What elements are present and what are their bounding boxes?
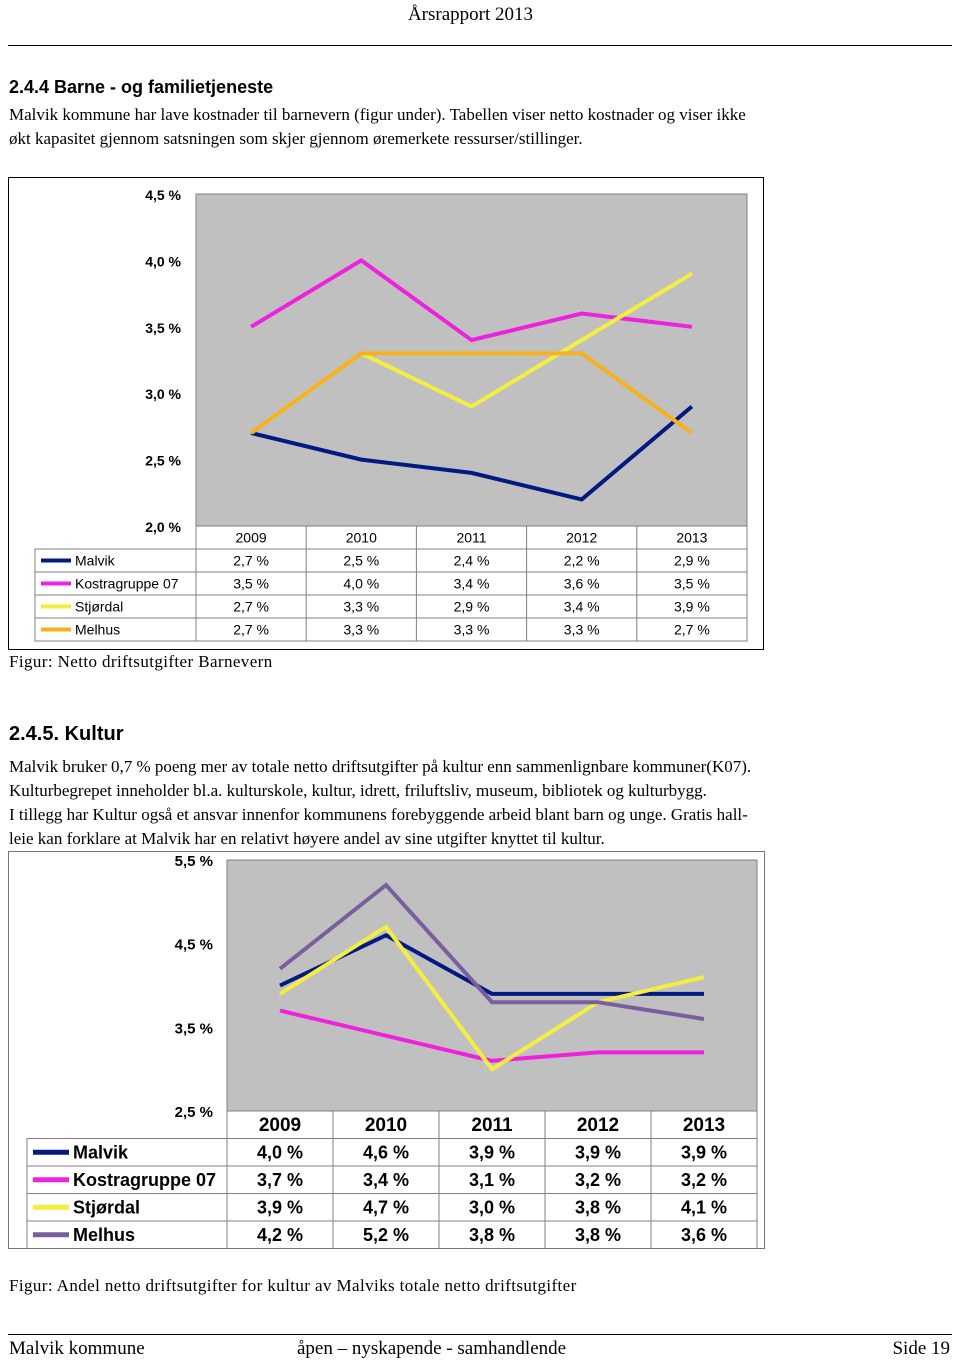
table-cell-value: 2,5 % bbox=[343, 552, 380, 569]
y-tick-label: 2,5 % bbox=[145, 452, 181, 469]
y-tick-label: 5,5 % bbox=[174, 853, 213, 870]
barnevern-figure-caption: Figur: Netto driftsutgifter Barnevern bbox=[9, 652, 273, 671]
table-cell-value: 4,2 % bbox=[256, 1224, 304, 1245]
table-cell-value: 4,6 % bbox=[362, 1142, 410, 1163]
barnevern-paragraph bbox=[9, 103, 954, 151]
y-tick-label: 4,5 % bbox=[174, 936, 213, 954]
table-year-header: 2012 bbox=[566, 529, 598, 546]
barnevern-chart-svg bbox=[9, 178, 763, 649]
table-cell-value: 3,8 % bbox=[468, 1224, 516, 1245]
table-cell-value: 5,2 % bbox=[362, 1224, 410, 1245]
table-cell-value: 2,2 % bbox=[563, 552, 600, 569]
table-year-header: 2010 bbox=[364, 1114, 408, 1136]
table-year-header: 2011 bbox=[471, 1114, 513, 1136]
table-cell-value: 3,9 % bbox=[673, 598, 710, 615]
table-cell-value: 3,8 % bbox=[574, 1197, 622, 1218]
table-cell-value: 3,6 % bbox=[680, 1224, 728, 1245]
section-heading-kultur: 2.4.5. Kultur bbox=[9, 723, 124, 745]
footer-left: Malvik kommune bbox=[9, 1338, 145, 1359]
table-year-header: 2013 bbox=[682, 1114, 726, 1136]
table-cell-value: 3,3 % bbox=[343, 621, 380, 638]
header-rule bbox=[8, 45, 952, 46]
barnevern-chart bbox=[8, 177, 764, 650]
section-heading-barnevern: 2.4.4 Barne - og familietjeneste bbox=[9, 77, 274, 97]
table-year-header: 2013 bbox=[676, 529, 708, 546]
table-cell-value: 4,1 % bbox=[680, 1197, 728, 1218]
y-tick-label: 3,5 % bbox=[174, 1020, 213, 1038]
table-cell-value: 2,7 % bbox=[673, 621, 710, 638]
table-cell-value: 3,0 % bbox=[468, 1197, 516, 1218]
legend-series-name: Malvik bbox=[73, 1142, 129, 1163]
table-cell-value: 3,5 % bbox=[673, 575, 710, 592]
legend-series-name: Kostragruppe 07 bbox=[75, 575, 179, 592]
table-cell-value: 3,4 % bbox=[563, 598, 600, 615]
y-tick-label: 4,5 % bbox=[145, 187, 181, 203]
paragraph-line: I tillegg har Kultur også et ansvar innenfor kommunens forebyggende arbeid blant barn og unge. Gratis hall- bbox=[9, 805, 748, 824]
legend-series-name: Melhus bbox=[75, 621, 121, 638]
table-cell-value: 3,9 % bbox=[680, 1142, 728, 1163]
table-cell-value: 3,3 % bbox=[343, 598, 380, 615]
table-cell-value: 3,2 % bbox=[680, 1169, 728, 1190]
table-cell-value: 2,9 % bbox=[673, 552, 710, 569]
plot-area bbox=[196, 194, 747, 526]
table-cell-value: 3,7 % bbox=[256, 1169, 304, 1190]
table-cell-value: 2,7 % bbox=[233, 621, 270, 638]
table-cell-value: 4,0 % bbox=[343, 575, 380, 592]
kultur-chart-svg bbox=[9, 852, 764, 1248]
table-cell-value: 2,4 % bbox=[453, 552, 490, 569]
kultur-paragraph bbox=[9, 755, 954, 851]
paragraph-line: Kulturbegrepet inneholder bl.a. kulturskole, kultur, idrett, friluftsliv, museum, bibliotek og kulturbygg. bbox=[9, 781, 707, 800]
table-cell-value: 3,1 % bbox=[468, 1169, 516, 1190]
table-year-header: 2009 bbox=[235, 529, 267, 546]
y-tick-label: 2,5 % bbox=[174, 1104, 213, 1121]
table-year-header: 2010 bbox=[345, 529, 377, 546]
kultur-chart bbox=[8, 851, 765, 1249]
footer-right: Side 19 bbox=[892, 1338, 950, 1359]
paragraph-line: Malvik kommune har lave kostnader til barnevern (figur under). Tabellen viser netto kostnader og viser ikke bbox=[9, 105, 746, 124]
y-tick-label: 3,0 % bbox=[145, 386, 181, 403]
y-tick-label: 4,0 % bbox=[145, 253, 181, 270]
table-cell-value: 3,2 % bbox=[574, 1169, 622, 1190]
table-year-header: 2009 bbox=[258, 1114, 302, 1136]
table-cell-value: 3,3 % bbox=[453, 621, 490, 638]
document-header-title: Årsrapport 2013 bbox=[407, 4, 533, 25]
y-tick-label: 2,0 % bbox=[145, 519, 181, 535]
table-cell-value: 4,7 % bbox=[362, 1197, 410, 1218]
table-cell-value: 4,0 % bbox=[256, 1142, 304, 1163]
table-cell-value: 3,3 % bbox=[563, 621, 600, 638]
y-tick-label: 3,5 % bbox=[145, 319, 181, 336]
legend-series-name: Melhus bbox=[73, 1224, 136, 1245]
paragraph-line: økt kapasitet gjennom satsningen som skjer gjennom øremerkete ressurser/stillinger. bbox=[9, 129, 583, 148]
legend-series-name: Malvik bbox=[75, 552, 115, 569]
table-cell-value: 3,5 % bbox=[233, 575, 270, 592]
table-cell-value: 2,7 % bbox=[233, 598, 270, 615]
legend-series-name: Stjørdal bbox=[73, 1197, 141, 1218]
kultur-figure-caption: Figur: Andel netto driftsutgifter for kultur av Malviks totale netto driftsutgifter bbox=[9, 1276, 577, 1295]
table-year-header: 2011 bbox=[456, 529, 487, 546]
legend-series-name: Kostragruppe 07 bbox=[73, 1169, 217, 1190]
table-cell-value: 3,6 % bbox=[563, 575, 600, 592]
table-cell-value: 3,9 % bbox=[468, 1142, 516, 1163]
plot-area bbox=[227, 860, 757, 1111]
table-cell-value: 2,7 % bbox=[233, 552, 270, 569]
table-cell-value: 3,8 % bbox=[574, 1224, 622, 1245]
table-cell-value: 3,9 % bbox=[256, 1197, 304, 1218]
table-cell-value: 3,4 % bbox=[453, 575, 490, 592]
table-cell-value: 3,9 % bbox=[574, 1142, 622, 1163]
table-year-header: 2012 bbox=[576, 1114, 620, 1136]
footer-center: åpen – nyskapende - samhandlende bbox=[297, 1338, 567, 1359]
paragraph-line: leie kan forklare at Malvik har en relativt høyere andel av sine utgifter knyttet til kultur. bbox=[9, 829, 605, 848]
paragraph-line: Malvik bruker 0,7 % poeng mer av totale netto driftsutgifter på kultur enn sammenlignbare kommuner(K07). bbox=[9, 757, 752, 776]
footer-rule bbox=[8, 1334, 952, 1335]
table-cell-value: 3,4 % bbox=[362, 1169, 410, 1190]
legend-series-name: Stjørdal bbox=[75, 598, 124, 615]
table-cell-value: 2,9 % bbox=[453, 598, 490, 615]
